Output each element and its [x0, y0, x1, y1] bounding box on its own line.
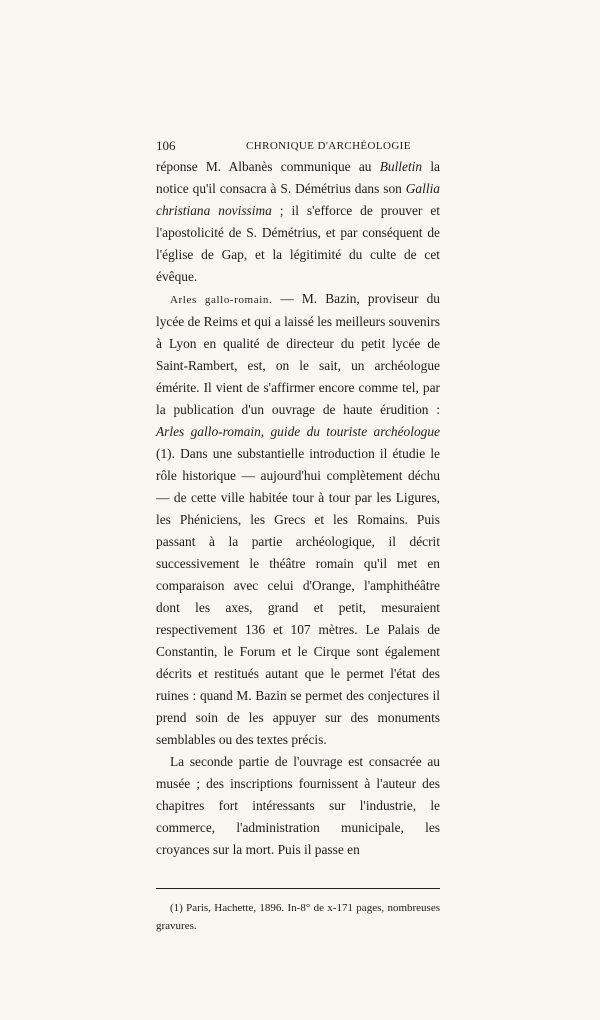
- paragraph-2-text-b: . Dans une substantielle introduction il étudie le rôle historique — aujourd'hui complètement déchu — de cette ville habitée tour à tour par les Ligures, les Phéniciens, les Grecs et les Romains. Puis passant à la partie archéologique, il décrit successivement le théâtre romain qu'il met en comparaison avec celui d'Orange, l'amphithéâtre dont les axes, grand et petit, mesuraient respectivement 136 et 107 mètres. Le Palais de Constantin, le Forum et le Cirque sont également décrits et restitués autant que le permet l'état des ruines : quand M. Bazin se permet des conjectures il prend soin de les appuyer sur des monuments semblables ou des textes précis.: [156, 446, 440, 747]
- section-heading: Arles gallo-romain.: [170, 294, 273, 306]
- running-head: [156, 136, 440, 156]
- gallia-title: Gallia christiana novissima: [156, 181, 440, 218]
- bulletin-title: Bulletin: [379, 159, 423, 174]
- paragraph-2-text-a: — M. Bazin, proviseur du lycée de Reims et qui a laissé les meilleurs souvenirs à Lyon en qualité de directeur du petit lycée de Saint-Rambert, est, on le sait, un archéologue émérite. Il vient de s'affirmer encore comme tel, par la publication d'un ouvrage de haute érudition :: [156, 291, 440, 417]
- body-text: [156, 156, 440, 861]
- footnote: (1) Paris, Hachette, 1896. In-8° de x-171 pages, nombreuses gravures.: [156, 902, 440, 932]
- book-page: [156, 136, 440, 946]
- book-title: Arles gallo-romain, guide du touriste archéologue: [156, 424, 440, 439]
- paragraph-1-text-c: ; il s'efforce de prouver et l'apostolicité de S. Démétrius, et par conséquent de l'église de Gap, et la légitimité du culte de cet évêque.: [156, 203, 441, 284]
- paragraph-1-text-a: réponse M. Albanès communique au: [156, 159, 380, 174]
- paragraph-1-text-b: la notice qu'il consacra à S. Démétrius dans son: [156, 159, 440, 196]
- running-title: CHRONIQUE D'ARCHÉOLOGIE: [246, 140, 411, 152]
- page-number: 106: [156, 138, 176, 153]
- footnote-rule: [156, 888, 440, 889]
- paragraph-seconde: La seconde partie de l'ouvrage est consacrée au musée ; des inscriptions fournissent à l'auteur des chapitres fort intéressants sur l'industrie, le commerce, l'administration municipale, les croyances sur la mort. Puis il passe en: [156, 754, 440, 857]
- paragraph-continued: [156, 156, 440, 288]
- paragraph-arles: [156, 288, 440, 751]
- footnote-reference: (1): [156, 446, 172, 461]
